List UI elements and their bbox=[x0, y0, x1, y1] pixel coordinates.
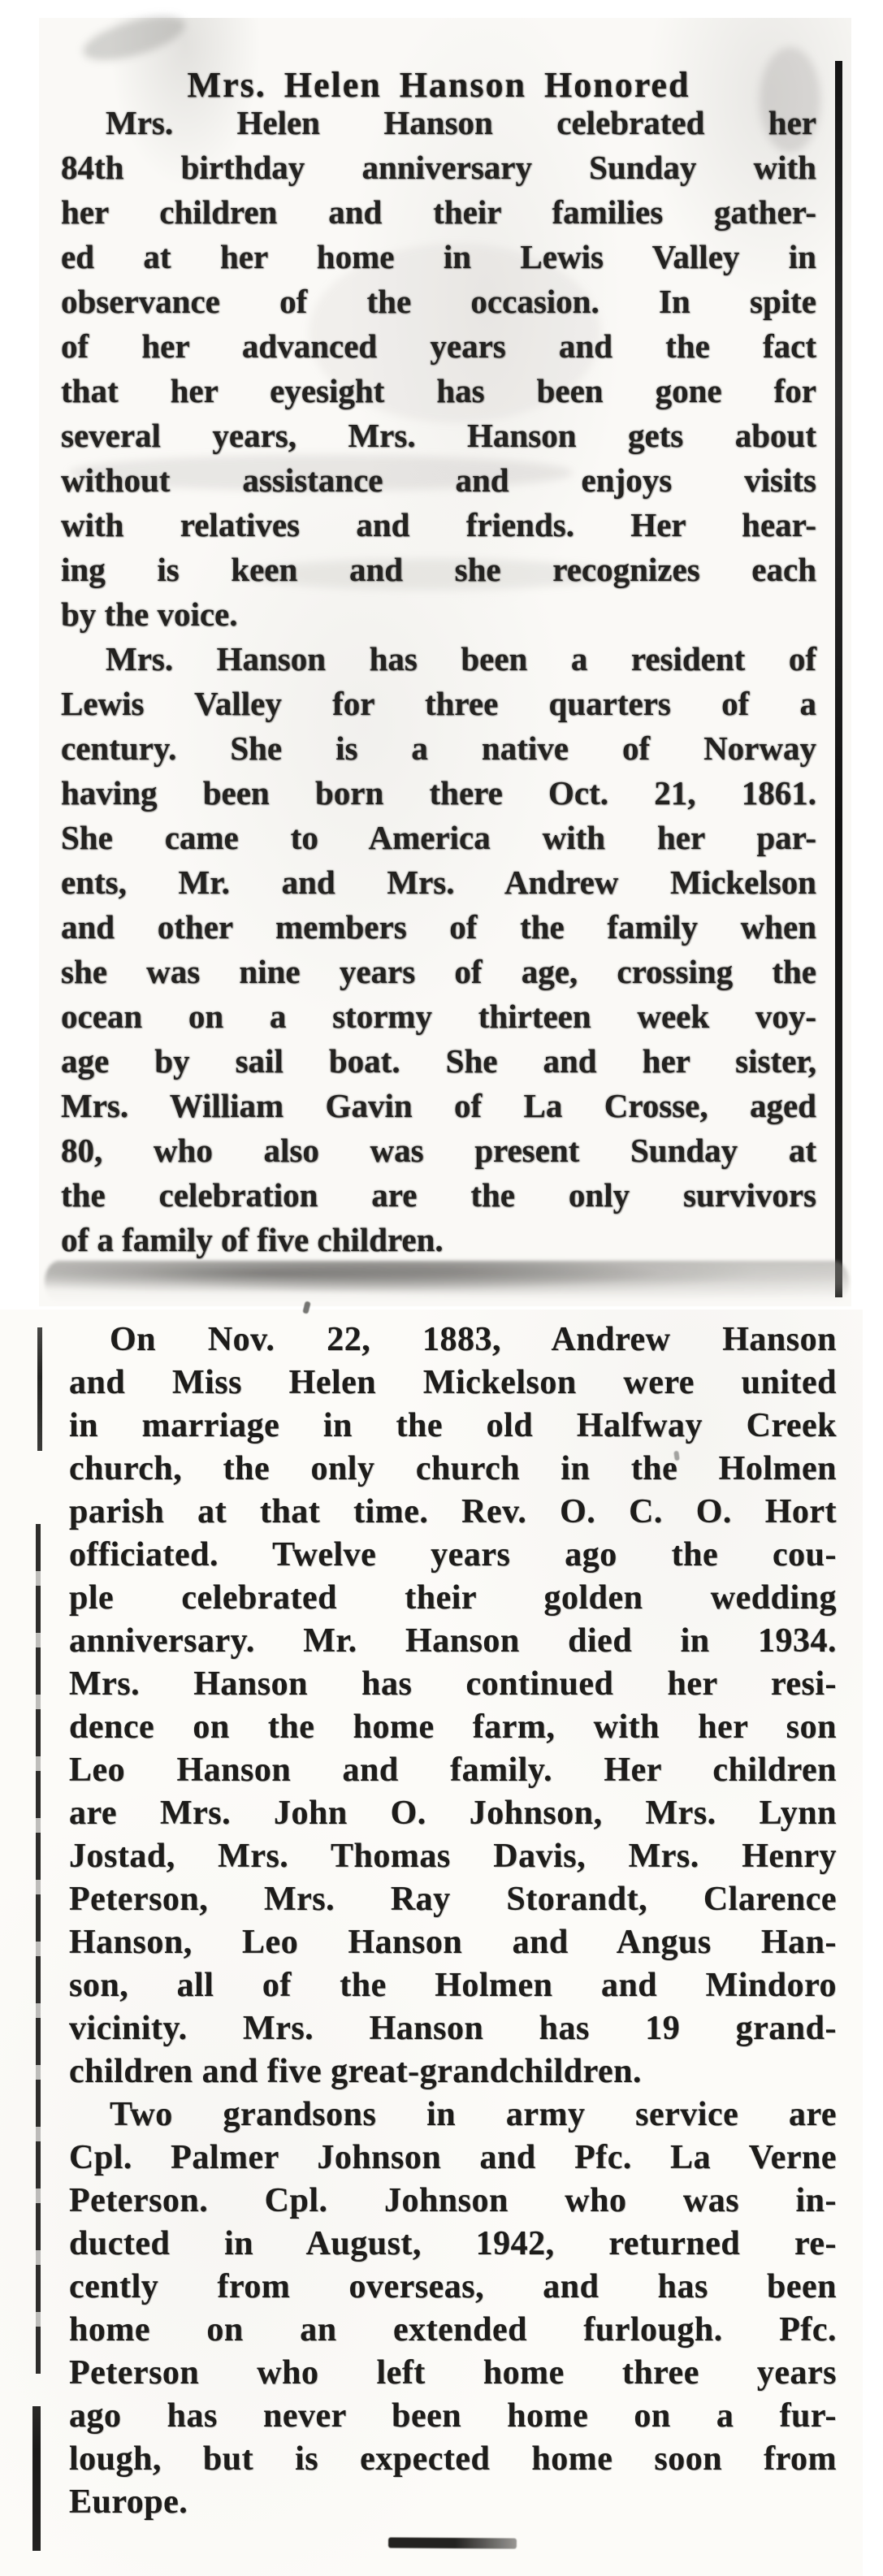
text-line: ago has never been home on a fur- bbox=[69, 2397, 837, 2435]
text-line: age by sail boat. She and her sister, bbox=[61, 1042, 816, 1080]
clipping1-text-column bbox=[61, 101, 816, 1262]
clipping2-text-column bbox=[69, 1318, 837, 2524]
text-line: are Mrs. John O. Johnson, Mrs. Lynn bbox=[69, 1795, 837, 1832]
text-line: children and five great-grandchildren. bbox=[69, 2053, 643, 2090]
text-line: ed at her home in Lewis Valley in bbox=[61, 238, 816, 275]
text-line: On Nov. 22, 1883, Andrew Hanson bbox=[110, 1321, 837, 1358]
text-line: She came to America with her par- bbox=[61, 819, 816, 856]
text-line: Europe. bbox=[69, 2483, 188, 2521]
text-line: Two grandsons in army service are bbox=[110, 2096, 837, 2133]
text-line: Jostad, Mrs. Thomas Davis, Mrs. Henry bbox=[69, 1838, 837, 1875]
text-line: anniversary. Mr. Hanson died in 1934. bbox=[69, 1622, 837, 1660]
text-line: officiated. Twelve years ago the cou- bbox=[69, 1536, 837, 1574]
text-line: having been born there Oct. 21, 1861. bbox=[61, 774, 816, 812]
text-line: with relatives and friends. Her hear- bbox=[61, 506, 816, 543]
text-line: of her advanced years and the fact bbox=[61, 327, 816, 365]
text-line: without assistance and enjoys visits bbox=[61, 461, 816, 499]
text-line: ents, Mr. and Mrs. Andrew Mickelson bbox=[61, 864, 816, 901]
end-rule bbox=[388, 2537, 517, 2548]
text-line: several years, Mrs. Hanson gets about bbox=[61, 417, 816, 454]
text-line: Mrs. Hanson has been a resident of bbox=[106, 640, 816, 678]
text-line: Peterson. Cpl. Johnson who was in- bbox=[69, 2182, 837, 2219]
text-line: lough, but is expected home soon from bbox=[69, 2440, 837, 2478]
text-line: Leo Hanson and family. Her children bbox=[69, 1751, 837, 1789]
text-line: Cpl. Palmer Johnson and Pfc. La Verne bbox=[69, 2139, 837, 2176]
column-rule-left-segment bbox=[32, 2406, 41, 2551]
text-line: ing is keen and she recognizes each bbox=[61, 551, 816, 588]
text-line: parish at that time. Rev. O. C. O. Hort bbox=[69, 1493, 837, 1530]
text-line: ocean on a stormy thirteen week voy- bbox=[61, 998, 816, 1035]
text-line: Mrs. William Gavin of La Crosse, aged bbox=[61, 1087, 816, 1124]
clipping1-paragraph-2 bbox=[61, 637, 816, 1262]
text-line: of a family of five children. bbox=[61, 1221, 444, 1258]
text-line: Mrs. Hanson has continued her resi- bbox=[69, 1665, 837, 1703]
text-line: Peterson, Mrs. Ray Storandt, Clarence bbox=[69, 1881, 837, 1918]
text-line: 84th birthday anniversary Sunday with bbox=[61, 149, 816, 186]
text-line: observance of the occasion. In spite bbox=[61, 283, 816, 320]
text-line: her children and their families gather- bbox=[61, 193, 816, 231]
clipping2-paragraph-1 bbox=[69, 1318, 837, 2093]
text-line: Mrs. Helen Hanson celebrated her bbox=[106, 104, 816, 141]
text-line: Peterson who left home three years bbox=[69, 2354, 837, 2392]
text-line: Hanson, Leo Hanson and Angus Han- bbox=[69, 1924, 837, 1961]
column-rule-left-segment bbox=[37, 1327, 42, 1451]
text-line: and other members of the family when bbox=[61, 908, 816, 946]
article-headline: Mrs. Helen Hanson Honored bbox=[187, 65, 690, 106]
text-line: church, the only church in the Holmen bbox=[69, 1450, 837, 1487]
text-line: she was nine years of age, crossing the bbox=[61, 953, 816, 990]
text-line: century. She is a native of Norway bbox=[61, 730, 816, 767]
torn-edge bbox=[45, 1261, 849, 1303]
text-line: the celebration are the only survivors bbox=[61, 1176, 816, 1214]
text-line: home on an extended furlough. Pfc. bbox=[69, 2311, 837, 2349]
text-line: dence on the home farm, with her son bbox=[69, 1708, 837, 1746]
text-line: by the voice. bbox=[61, 595, 238, 633]
text-line: ple celebrated their golden wedding bbox=[69, 1579, 837, 1617]
text-line: son, all of the Holmen and Mindoro bbox=[69, 1967, 837, 2004]
text-line: ducted in August, 1942, returned re- bbox=[69, 2225, 837, 2262]
clipping1-paragraph-1 bbox=[61, 101, 816, 637]
text-line: vicinity. Mrs. Hanson has 19 grand- bbox=[69, 2010, 837, 2047]
text-line: cently from overseas, and has been bbox=[69, 2268, 837, 2305]
clipping2-paragraph-2 bbox=[69, 2093, 837, 2524]
text-line: Lewis Valley for three quarters of a bbox=[61, 685, 816, 722]
column-rule-left-segment bbox=[36, 1524, 41, 2374]
text-line: and Miss Helen Mickelson were united bbox=[69, 1364, 837, 1401]
text-line: in marriage in the old Halfway Creek bbox=[69, 1407, 837, 1444]
text-line: that her eyesight has been gone for bbox=[61, 372, 816, 409]
column-rule-right bbox=[835, 61, 842, 1297]
text-line: 80, who also was present Sunday at bbox=[61, 1132, 816, 1169]
